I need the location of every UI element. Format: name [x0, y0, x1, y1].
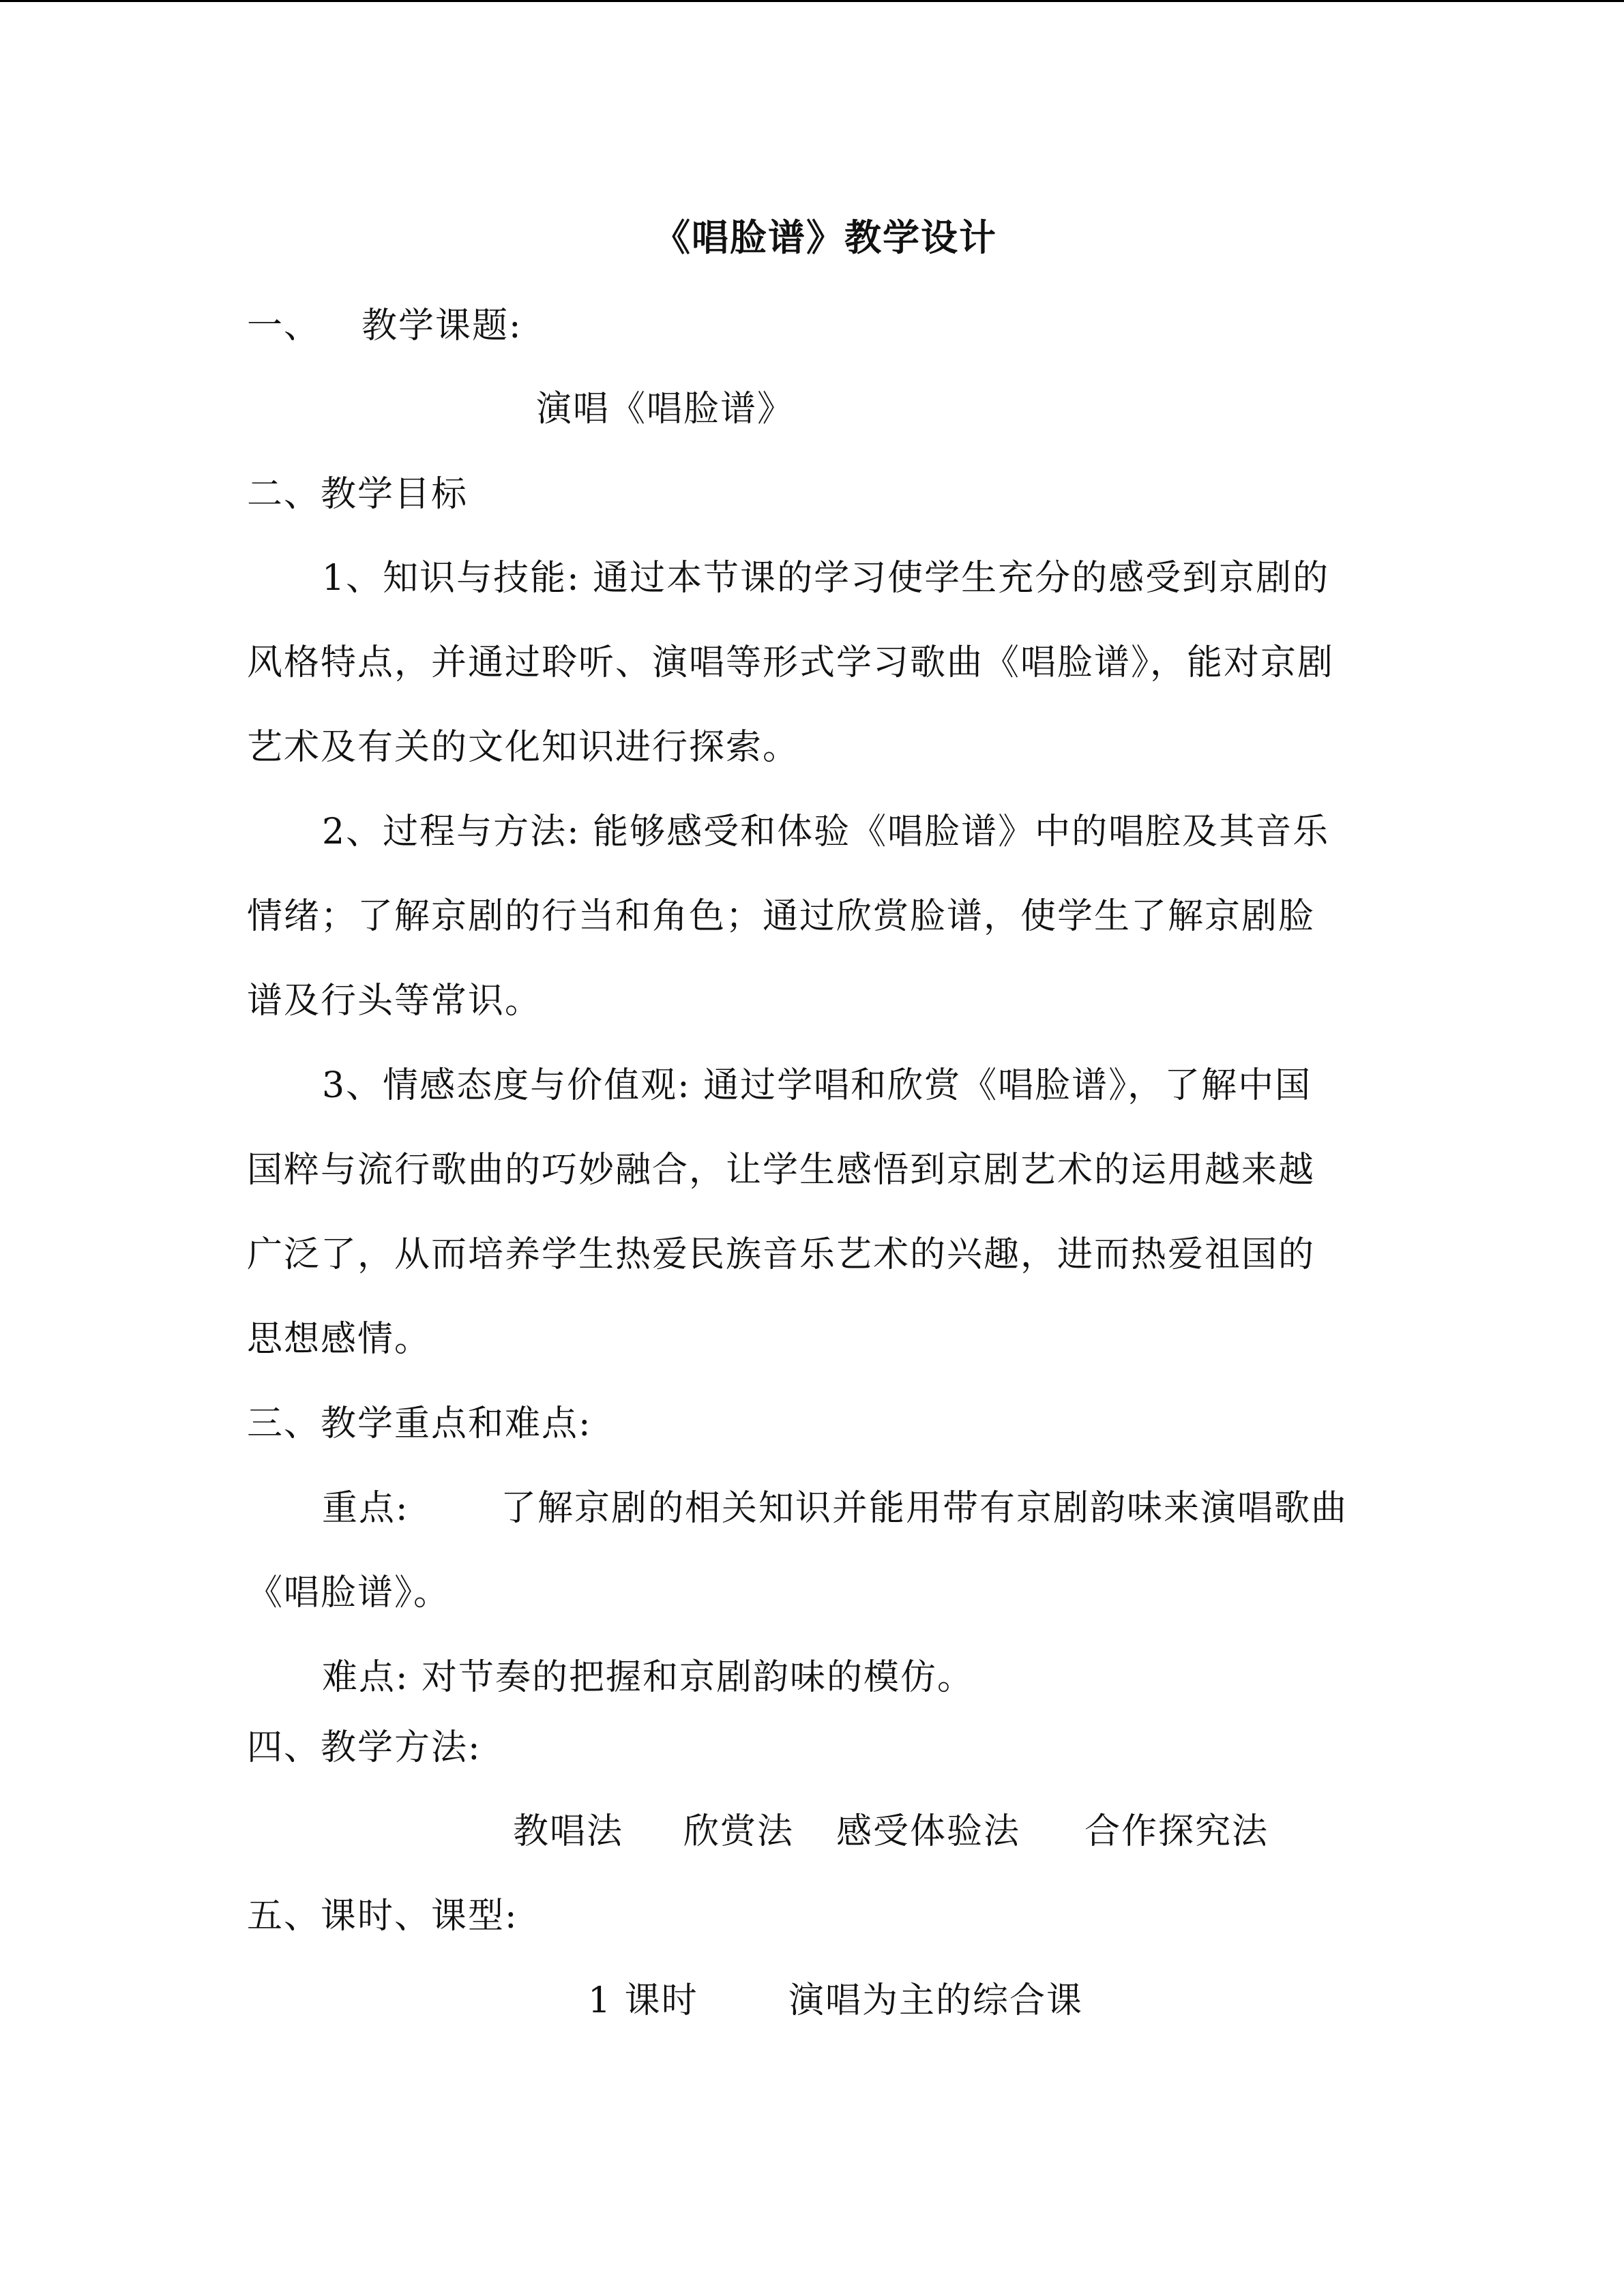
goal-2-line-3: 谱及行头等常识。 [247, 981, 542, 1022]
goal-3-line-1: 3、情感态度与价值观: 通过学唱和欣赏《唱脸谱》，了解中国 [322, 1065, 1312, 1106]
key-point-text: 了解京剧的相关知识并能用带有京剧韵味来演唱歌曲 [501, 1488, 1348, 1529]
class-hours: 1 课时 [588, 1980, 698, 2021]
difficulty-point: 难点: 对节奏的把握和京剧韵味的模仿。 [322, 1657, 975, 1698]
section-3-heading: 三、教学重点和难点: [247, 1403, 592, 1444]
method-cooperation: 合作探究法 [1084, 1811, 1269, 1852]
goal-3-line-4: 思想感情。 [247, 1319, 432, 1360]
section-1-content: 演唱《唱脸谱》 [536, 389, 795, 430]
method-singing: 教唱法 [513, 1811, 624, 1852]
section-4-heading: 四、教学方法: [247, 1727, 482, 1768]
top-border-rule [0, 0, 1624, 2]
goal-1-line-1: 1、知识与技能: 通过本节课的学习使学生充分的感受到京剧的 [322, 558, 1330, 599]
goal-1-line-2: 风格特点，并通过聆听、演唱等形式学习歌曲《唱脸谱》，能对京剧 [247, 642, 1335, 683]
section-1-heading: 教学课题: [361, 305, 522, 346]
method-appreciation: 欣赏法 [683, 1811, 795, 1852]
method-experience: 感受体验法 [836, 1811, 1021, 1852]
class-type: 演唱为主的综合课 [788, 1980, 1084, 2021]
key-point-text-continued: 《唱脸谱》。 [247, 1572, 451, 1613]
section-1-number: 一、 [247, 305, 321, 346]
goal-3-line-2: 国粹与流行歌曲的巧妙融合，让学生感悟到京剧艺术的运用越来越 [247, 1150, 1316, 1191]
goal-2-line-2: 情绪；了解京剧的行当和角色；通过欣赏脸谱，使学生了解京剧脸 [247, 896, 1316, 937]
goal-3-line-3: 广泛了，从而培养学生热爱民族音乐艺术的兴趣，进而热爱祖国的 [247, 1234, 1316, 1275]
goal-2-line-1: 2、过程与方法: 能够感受和体验《唱脸谱》中的唱腔及其音乐 [322, 811, 1330, 852]
section-2-heading: 二、教学目标 [247, 474, 469, 515]
document-title: 《唱脸谱》教学设计 [653, 215, 997, 259]
key-point-label: 重点: [322, 1488, 409, 1529]
goal-1-line-3: 艺术及有关的文化知识进行探索。 [247, 727, 800, 768]
section-5-heading: 五、课时、课型: [247, 1896, 518, 1937]
